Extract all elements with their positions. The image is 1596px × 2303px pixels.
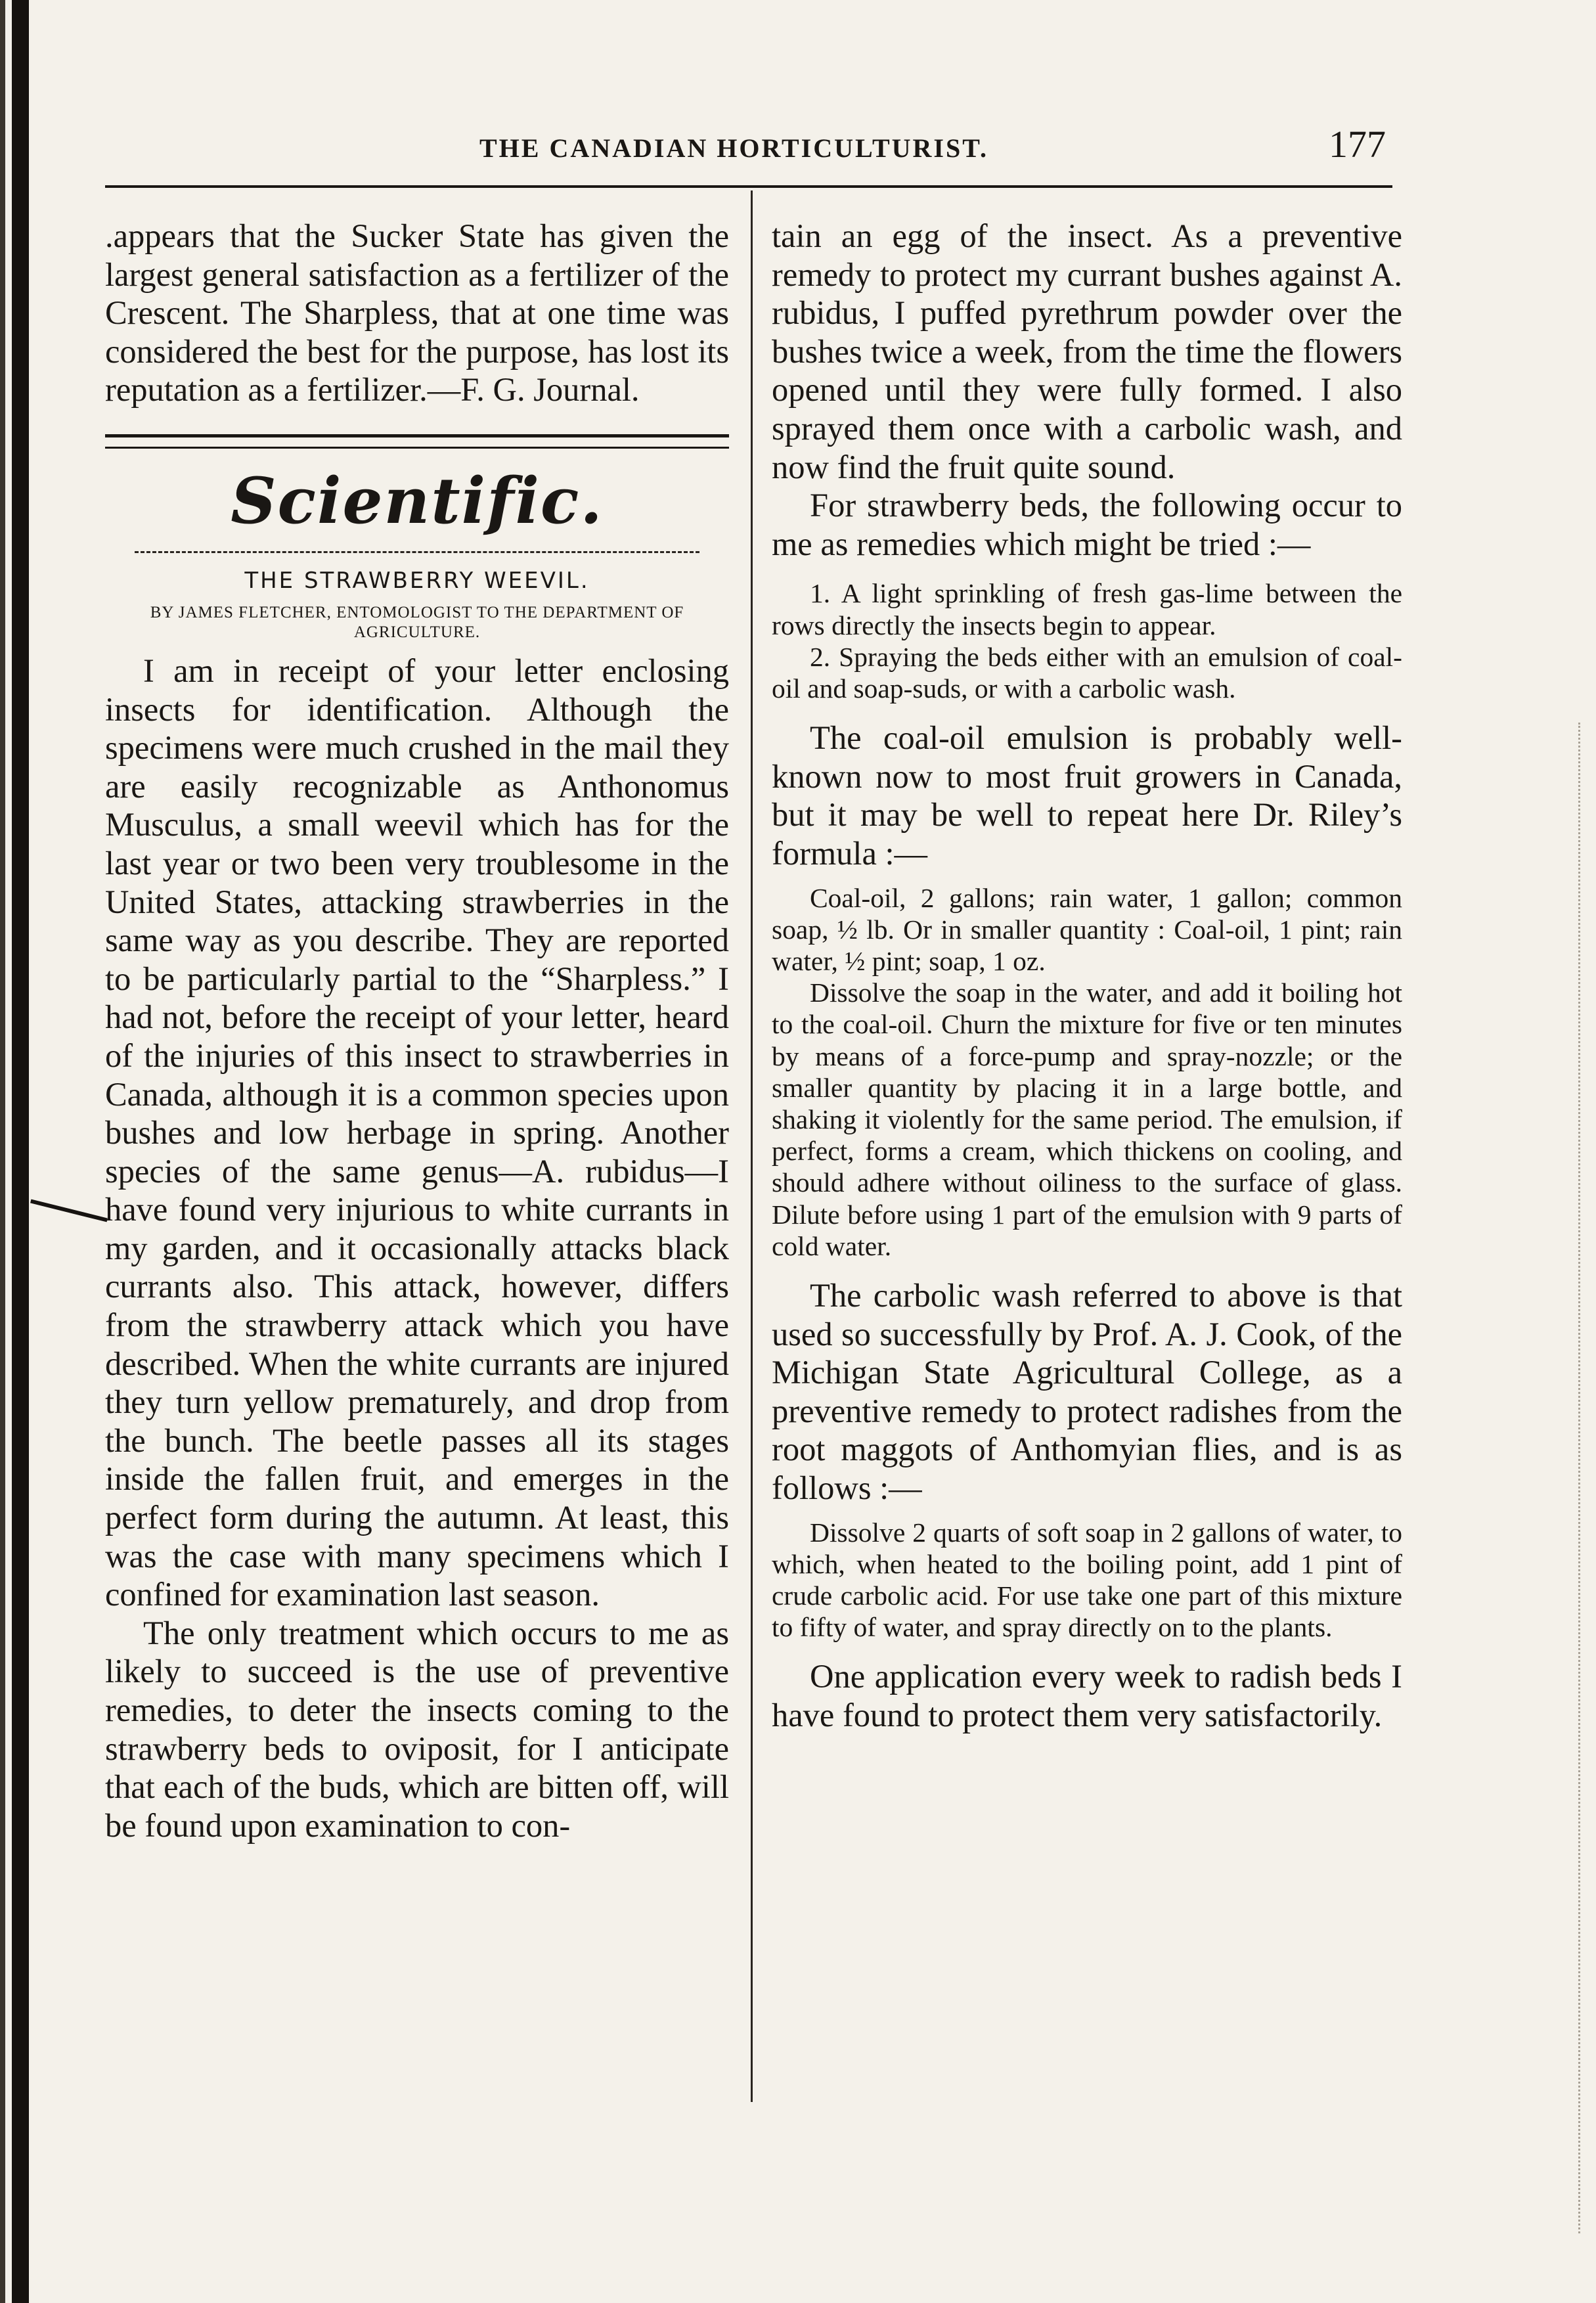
- section-title-rule: [135, 551, 699, 553]
- page-number: 177: [1329, 123, 1386, 166]
- article-paragraph: The only treatment which occurs to me as likely to succeed is the use of preventive remedies, to deter the insects coming to the strawberry beds to oviposit, for I anticipate that each of the buds, which are bitten off, will be found upon examination to con-: [105, 1614, 729, 1844]
- continuation-paragraph: .appears that the Sucker State has given the largest general satisfaction as a fertilizer of the Crescent. The Sharpless, that at one time was considered the best for the purpose, has lost its reputation as a fertilizer.—F. G. Journal.: [105, 217, 729, 409]
- article-paragraph: For strawberry beds, the following occur to me as remedies which might be tried :—: [772, 487, 1402, 562]
- remedy-item: 1. A light sprinkling of fresh gas-lime between the rows directly the insects begin to appear.: [772, 578, 1402, 640]
- article-byline: BY JAMES FLETCHER, ENTOMOLOGIST TO THE DEPARTMENT OF AGRICULTURE.: [150, 603, 684, 641]
- ink-mark: [30, 1199, 108, 1222]
- binding-shadow: [12, 0, 29, 2303]
- left-column: [105, 217, 729, 1845]
- edge-specks: [1578, 723, 1587, 2233]
- column-rule: [751, 190, 753, 2102]
- page-edge: [0, 0, 5, 2303]
- wash-recipe: Dissolve 2 quarts of soft soap in 2 gallons of water, to which, when heated to the boiling point, add 1 pint of crude carbolic acid. For use take one part of this mixture to fifty of water, and spray directly on to the plants.: [772, 1517, 1402, 1643]
- header-rule: [105, 185, 1392, 188]
- directions-text: Dissolve the soap in the water, and add it boiling hot to the coal-oil. Churn the mixture for five or ten minutes by means of a force-pump and spray-nozzle; or the smaller quantity by placing it in a large bottle, and shaking it violently for the same period. The emulsion, if perfect, forms a cream, which thickens on cooling, and should adhere without oiliness to the surface of glass. Dilute before using 1 part of the emulsion with 9 parts of cold water.: [772, 977, 1402, 1261]
- right-column: [772, 217, 1402, 1735]
- article-paragraph: tain an egg of the insect. As a preventive remedy to protect my currant bushes against A. rubidus, I puffed pyrethrum powder over the bushes twice a week, from the time the flowers opened until they were fully formed. I also sprayed them once with a carbolic wash, and now find the fruit quite sound.: [772, 217, 1402, 485]
- section-title: Scientific.: [231, 463, 604, 538]
- article-paragraph: The coal-oil emulsion is probably well-known now to most fruit growers in Canada, but it may be well to repeat here Dr. Riley’s formula :—: [772, 719, 1402, 872]
- article-title: THE STRAWBERRY WEEVIL.: [244, 567, 590, 594]
- formula-text: Coal-oil, 2 gallons; rain water, 1 gallon; common soap, ½ lb. Or in smaller quantity : Coal-oil, 1 pint; rain water, ½ pint; soap, 1 oz.: [772, 882, 1402, 976]
- journal-title: THE CANADIAN HORTICULTURIST.: [479, 133, 988, 163]
- article-paragraph: I am in receipt of your letter enclosing insects for identification. Although the specimens were much crushed in the mail they are easily recognizable as Anthonomus Musculus, a small weevil which has for the last year or two been very troublesome in the United States, attacking strawberries in the same way as you describe. They are reported to be particularly partial to the “Sharpless.” I had not, before the receipt of your letter, heard of the injuries of this insect to strawberries in Canada, although it is a common species upon bushes and low herbage in spring. Another species of the same genus—A. rubidus—I have found very injurious to white currants in my garden, and it occasionally attacks black currants also. This attack, however, differs from the strawberry attack which you have described. When the white currants are injured they turn yellow prematurely, and drop from the bunch. The beetle passes all its stages inside the fallen fruit, and emerges in the perfect form during the autumn. At least, this was the case with many specimens which I confined for examination last season.: [105, 652, 729, 1613]
- running-header: [105, 118, 1392, 177]
- article-paragraph: One application every week to radish beds I have found to protect them very satisfactorily.: [772, 1658, 1402, 1733]
- section-divider: [105, 434, 729, 449]
- remedy-item: 2. Spraying the beds either with an emulsion of coal-oil and soap-suds, or with a carbolic wash.: [772, 641, 1402, 704]
- article-paragraph: The carbolic wash referred to above is that used so successfully by Prof. A. J. Cook, of the Michigan State Agricultural College, as a preventive remedy to protect radishes from the root maggots of Anthomyian flies, and is as follows :—: [772, 1276, 1402, 1506]
